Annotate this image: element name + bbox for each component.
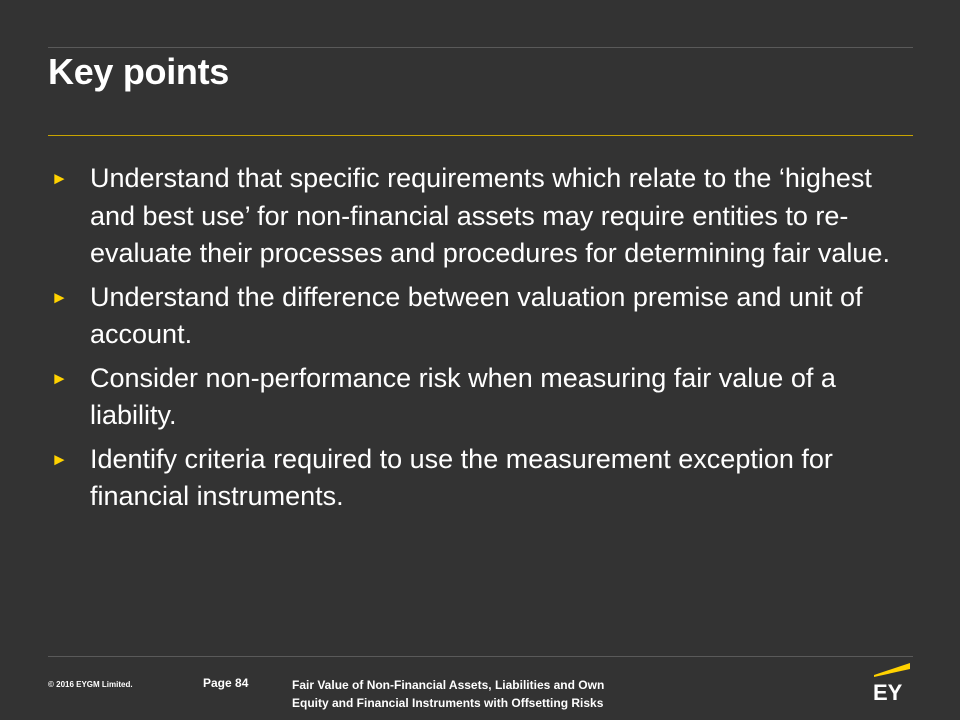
top-divider: [48, 47, 913, 48]
bullet-list: [48, 160, 918, 522]
bullet-item: [48, 160, 918, 273]
bullet-arrow-icon: ►: [51, 169, 68, 188]
slide-title: Key points: [48, 51, 230, 92]
logo-text: EY: [873, 680, 903, 704]
bullet-arrow-icon: ►: [51, 368, 68, 388]
bullet-text: Understand the difference between valuation premise and unit of account.: [90, 281, 863, 349]
copyright-text: © 2016 EYGM Limited.: [48, 680, 133, 689]
footer-title-line-2: Equity and Financial Instruments with Offsetting Risks: [292, 696, 604, 710]
bullet-text: Understand that specific requirements which relate to the ‘highest and best use’ for non-financial assets may require entities to re-evaluate their processes and procedures for determining fair value.: [90, 163, 890, 268]
bullet-text: Identify criteria required to use the measurement exception for financial instruments.: [90, 443, 833, 511]
footer-divider: [48, 656, 913, 657]
bullet-item: [48, 360, 918, 435]
bullet-text: Consider non-performance risk when measuring fair value of a liability.: [90, 362, 836, 430]
footer-title: [292, 676, 692, 712]
bullet-arrow-icon: ►: [51, 287, 68, 307]
page-number: Page 84: [203, 676, 249, 690]
title-divider: [48, 135, 913, 136]
bullet-item: [48, 279, 918, 354]
logo-beam: [874, 663, 910, 677]
footer-title-line-1: Fair Value of Non-Financial Assets, Liabilities and Own: [292, 678, 605, 692]
ey-logo-icon: [870, 660, 914, 704]
bullet-item: [48, 441, 918, 516]
bullet-arrow-icon: ►: [51, 449, 68, 469]
